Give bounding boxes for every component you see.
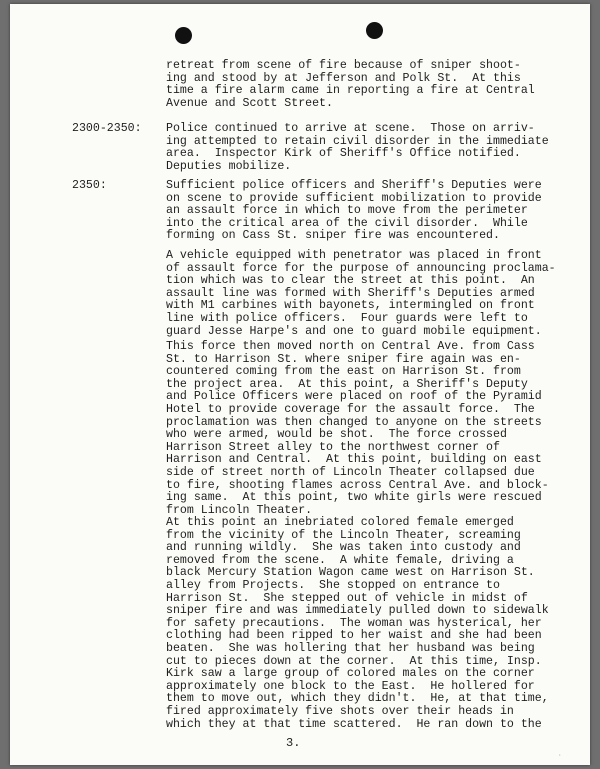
- female-paragraph: At this point an inebriated colored female emerged from the vicinity of the Lincoln Theater, screaming and running wildly. She was taken into custody and removed from the scene. A white female, driving a black Mercury Station Wagon came west on Harrison St. alley from Projects. She stopped on entrance to Harrison St. She stepped out of vehicle in midst of sniper fire and was immediately pulled down to sidewalk for safety precautions. The woman was hysterical, her clothing had been ripped to her waist and she had been beaten. She was hollering that her husband was being cut to pieces down at the corner. At this time, Insp. Kirk saw a large group of colored males on the corner approximately one block to the East. He hollered for them to move out, which they didn't. He, at that time, fired approximately five shots over their heads in which they at that time scattered. He ran down to the: [166, 516, 549, 731]
- continued-paragraph: retreat from scene of fire because of sniper shoot- ing and stood by at Jefferson and Polk St. At this time a fire alarm came in reporting a fire at Central Avenue and Scott Street.: [166, 59, 535, 110]
- vehicle-paragraph: A vehicle equipped with penetrator was placed in front of assault force for the purpose of announcing proclama- tion which was to clear the street at this point. An assault line was formed with Sheriff's Deputies armed with M1 carbines with bayonets, intermingled on front line with police officers. Four guards were left to guard Jesse Harpe's and one to guard mobile equipment.: [166, 249, 556, 338]
- document-page: [10, 4, 590, 765]
- force-paragraph: This force then moved north on Central Ave. from Cass St. to Harrison St. where sniper fire again was en- countered coming from the east on Harrison St. from the project area. At this point, a Sheriff's Deputy and Police Officers were placed on roof of the Pyramid Hotel to provide coverage for the assault force. The proclamation was then changed to anyone on the streets who were armed, would be shot. The force crossed Harrison Street alley to the northwest corner of Harrison and Central. At this point, building on east side of street north of Lincoln Theater collapsed due to fire, shooting flames across Central Ave. and block- ing same. At this point, two white girls were rescued from Lincoln Theater.: [166, 340, 549, 517]
- scan-speck: ·: [558, 752, 562, 759]
- punch-hole: [366, 22, 383, 39]
- page-number: 3.: [286, 736, 301, 750]
- time-label: 2300-2350:: [72, 122, 142, 135]
- punch-hole: [175, 27, 192, 44]
- entry-text: Sufficient police officers and Sheriff's Deputies were on scene to provide sufficient mobilization to provide an assault force in which to move from the perimeter into the critical area of the civil disorder. While forming on Cass St. sniper fire was encountered.: [166, 179, 542, 243]
- entry-text: Police continued to arrive at scene. Those on arriv- ing attempted to retain civil disorder in the immediate area. Inspector Kirk of Sheriff's Office notified. Deputies mobilize.: [166, 122, 549, 173]
- time-label: 2350:: [72, 179, 107, 192]
